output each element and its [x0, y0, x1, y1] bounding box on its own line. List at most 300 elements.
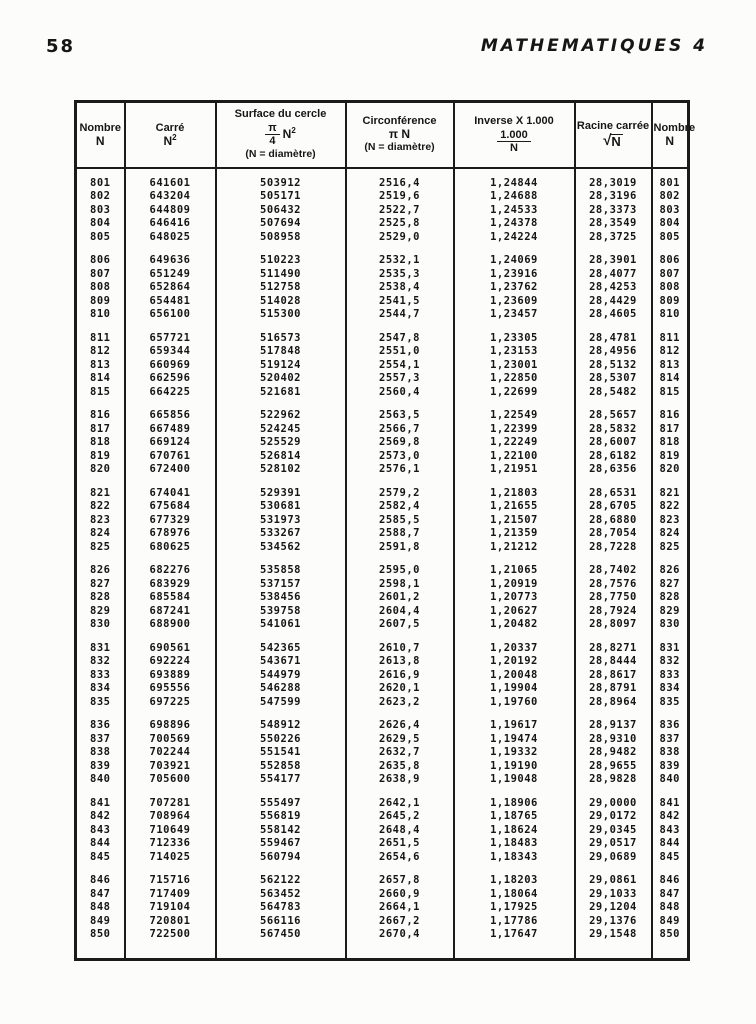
table-cell: 1,17786 [454, 915, 575, 929]
table-cell: 818 [90, 436, 111, 448]
table-cell: 833 [652, 669, 689, 683]
table-cell: 825 [90, 540, 111, 553]
surface-formula: $\frac{\pi}{4}$ $N^2$ [218, 122, 344, 147]
table-cell: 834 [90, 682, 111, 694]
table-cell: 697225 [125, 696, 216, 710]
table-cell: 2522,7 [346, 204, 454, 218]
table-cell: 654481 [125, 295, 216, 309]
table-cell: 672400 [125, 463, 216, 477]
table-cell: 837 [652, 733, 689, 747]
table-row [76, 281, 689, 295]
table-cell: 810 [90, 308, 111, 320]
table-cell: 821 [652, 477, 689, 501]
table-cell: 542365 [216, 632, 346, 656]
table-cell: 28,9655 [575, 760, 652, 774]
table-row [76, 514, 689, 528]
table-row [76, 308, 689, 322]
table-row [76, 733, 689, 747]
table-cell: 660969 [125, 359, 216, 373]
table-cell: 2632,7 [346, 746, 454, 760]
table-cell: 803 [652, 204, 689, 218]
table-cell: 802 [652, 190, 689, 204]
table-cell: 664225 [125, 386, 216, 400]
table-cell: 541061 [216, 618, 346, 632]
table-cell: 827 [90, 577, 111, 590]
table-row [76, 527, 689, 541]
table-cell: 644809 [125, 204, 216, 218]
table-cell: 835 [90, 695, 111, 708]
table-cell: 1,24378 [454, 217, 575, 231]
col-header-carre [125, 102, 216, 168]
table-row [76, 760, 689, 774]
table-cell: 2638,9 [346, 773, 454, 787]
table-cell: 2557,3 [346, 372, 454, 386]
table-cell: 823 [90, 513, 111, 526]
table-cell: 842 [90, 810, 111, 822]
table-cell: 1,23153 [454, 345, 575, 359]
table-cell: 29,0861 [575, 864, 652, 888]
table-cell: 2588,7 [346, 527, 454, 541]
table-cell: 29,1033 [575, 888, 652, 902]
table-cell: 808 [90, 281, 111, 293]
table-cell: 566116 [216, 915, 346, 929]
header-label: Inverse X 1.000 [474, 114, 554, 127]
table-cell: 1,19617 [454, 709, 575, 733]
running-title: MATHEMATIQUES 4 [480, 36, 708, 56]
table-row [76, 591, 689, 605]
table-cell: 28,8791 [575, 682, 652, 696]
table-cell: 2648,4 [346, 824, 454, 838]
table-cell: 2551,0 [346, 345, 454, 359]
table-cell: 29,1548 [575, 928, 652, 959]
table-cell: 28,6182 [575, 450, 652, 464]
col-header-nombre-left [76, 102, 125, 168]
table-cell: 819 [90, 449, 111, 462]
table-cell: 29,1204 [575, 901, 652, 915]
table-cell: 651249 [125, 268, 216, 282]
header-label: Racine carrée [576, 120, 650, 133]
table-cell: 550226 [216, 733, 346, 747]
pi-over-4-fraction: $\frac{\pi}{4}$ [265, 122, 279, 147]
table-cell: 841 [90, 796, 111, 809]
table-cell: 28,8097 [575, 618, 652, 632]
table-row [76, 477, 689, 501]
table-cell: 848 [652, 901, 689, 915]
table-cell: 530681 [216, 500, 346, 514]
inverse-fraction: $\frac{1.000}{N}$ [456, 129, 573, 154]
table-cell: 2642,1 [346, 787, 454, 811]
table-cell: 2654,6 [346, 851, 454, 865]
table-cell: 1,19760 [454, 696, 575, 710]
table-cell: 526814 [216, 450, 346, 464]
table-cell: 656100 [125, 308, 216, 322]
table-cell: 840 [652, 773, 689, 787]
table-cell: 1,18624 [454, 824, 575, 838]
table-cell: 646416 [125, 217, 216, 231]
table-cell: 28,3196 [575, 190, 652, 204]
table-cell: 1,19048 [454, 773, 575, 787]
table-cell: 670761 [125, 450, 216, 464]
table-cell: 836 [90, 719, 111, 731]
table-cell: 1,18483 [454, 837, 575, 851]
table-cell: 546288 [216, 682, 346, 696]
table-row [76, 864, 689, 888]
table-cell: 29,0000 [575, 787, 652, 811]
table-cell: 1,21359 [454, 527, 575, 541]
table-cell: 1,18343 [454, 851, 575, 865]
table-cell: 1,23609 [454, 295, 575, 309]
table-cell: 850 [90, 928, 111, 940]
table-cell: 1,22549 [454, 399, 575, 423]
table-cell: 677329 [125, 514, 216, 528]
table-cell: 846 [90, 874, 111, 886]
table-cell: 810 [652, 308, 689, 322]
table-cell: 695556 [125, 682, 216, 696]
table-cell: 1,22399 [454, 423, 575, 437]
table-cell: 806 [652, 244, 689, 268]
table-cell: 1,17925 [454, 901, 575, 915]
table-cell: 812 [90, 345, 111, 357]
table-cell: 838 [90, 746, 111, 758]
col-header-surface [216, 102, 346, 168]
table-cell: 508958 [216, 231, 346, 245]
table-row [76, 888, 689, 902]
table-cell: 847 [90, 887, 111, 900]
table-cell: 846 [652, 864, 689, 888]
table-cell: 843 [90, 823, 111, 836]
table-cell: 511490 [216, 268, 346, 282]
table-cell: 2573,0 [346, 450, 454, 464]
table-cell: 828 [90, 591, 111, 603]
table-cell: 826 [90, 564, 111, 576]
table-cell: 563452 [216, 888, 346, 902]
table-cell: 839 [652, 760, 689, 774]
table-cell: 503912 [216, 168, 346, 191]
table-cell: 834 [652, 682, 689, 696]
table-cell: 28,9828 [575, 773, 652, 787]
table-cell: 2516,4 [346, 168, 454, 191]
table-cell: 808 [652, 281, 689, 295]
header-label: Nombre [79, 121, 122, 134]
table-cell: 805 [652, 231, 689, 245]
table-cell: 850 [652, 928, 689, 959]
table-cell: 845 [90, 850, 111, 863]
table-cell: 652864 [125, 281, 216, 295]
table-row [76, 168, 689, 191]
table-cell: 2576,1 [346, 463, 454, 477]
table-row [76, 423, 689, 437]
table-cell: 531973 [216, 514, 346, 528]
table-cell: 2601,2 [346, 591, 454, 605]
table-cell: 2560,4 [346, 386, 454, 400]
table-row [76, 746, 689, 760]
table-cell: 1,18765 [454, 810, 575, 824]
table-cell: 2657,8 [346, 864, 454, 888]
table-row [76, 605, 689, 619]
table-cell: 678976 [125, 527, 216, 541]
table-cell: 688900 [125, 618, 216, 632]
table-cell: 28,7924 [575, 605, 652, 619]
table-cell: 823 [652, 514, 689, 528]
table-cell: 849 [652, 915, 689, 929]
table-cell: 1,19474 [454, 733, 575, 747]
table-cell: 839 [90, 759, 111, 772]
table-cell: 525529 [216, 436, 346, 450]
table-cell: 722500 [125, 928, 216, 959]
table-cell: 2613,8 [346, 655, 454, 669]
table-row [76, 928, 689, 959]
table-cell: 507694 [216, 217, 346, 231]
table-cell: 539758 [216, 605, 346, 619]
table-cell: 521681 [216, 386, 346, 400]
table-row [76, 682, 689, 696]
header-label: Surface du cercle [234, 108, 327, 121]
table-cell: 547599 [216, 696, 346, 710]
table-cell: 535858 [216, 554, 346, 578]
col-header-nombre-right [652, 102, 696, 168]
table-cell: 560794 [216, 851, 346, 865]
table-row [76, 655, 689, 669]
table-cell: 2585,5 [346, 514, 454, 528]
table-cell: 2529,0 [346, 231, 454, 245]
table-cell: 28,4077 [575, 268, 652, 282]
table-cell: 1,20048 [454, 669, 575, 683]
table-header [76, 102, 696, 168]
table-cell: 712336 [125, 837, 216, 851]
table-cell: 702244 [125, 746, 216, 760]
table-cell: 807 [652, 268, 689, 282]
table-cell: 28,3725 [575, 231, 652, 245]
table-cell: 820 [90, 463, 111, 475]
circonference-formula: π N [388, 127, 411, 142]
table-cell: 667489 [125, 423, 216, 437]
table-cell: 648025 [125, 231, 216, 245]
table-cell: 29,1376 [575, 915, 652, 929]
page-number: 58 [46, 36, 76, 57]
table-cell: 29,0517 [575, 837, 652, 851]
table-cell: 815 [90, 385, 111, 398]
table-cell: 1,23001 [454, 359, 575, 373]
header-symbol: $N^2$ [163, 132, 177, 148]
table-cell: 841 [652, 787, 689, 811]
table-cell: 28,4253 [575, 281, 652, 295]
table-cell: 28,8271 [575, 632, 652, 656]
table-cell: 2569,8 [346, 436, 454, 450]
table-cell: 805 [90, 230, 111, 243]
table-cell: 28,6356 [575, 463, 652, 477]
table-cell: 813 [90, 358, 111, 371]
table-cell: 1,22699 [454, 386, 575, 400]
table-cell: 680625 [125, 541, 216, 555]
table-cell: 28,5132 [575, 359, 652, 373]
table-cell: 28,3901 [575, 244, 652, 268]
table-cell: 2532,1 [346, 244, 454, 268]
table-cell: 703921 [125, 760, 216, 774]
table-cell: 28,8964 [575, 696, 652, 710]
table-cell: 1,19904 [454, 682, 575, 696]
table-cell: 693889 [125, 669, 216, 683]
table-cell: 506432 [216, 204, 346, 218]
table-cell: 1,18064 [454, 888, 575, 902]
table-cell: 28,3019 [575, 168, 652, 191]
table-cell: 28,5832 [575, 423, 652, 437]
table-cell: 1,19332 [454, 746, 575, 760]
table-cell: 2626,4 [346, 709, 454, 733]
table-cell: 807 [90, 267, 111, 280]
table-cell: 1,21507 [454, 514, 575, 528]
table-cell: 1,20627 [454, 605, 575, 619]
table-cell: 849 [90, 914, 111, 927]
table-row [76, 359, 689, 373]
table-cell: 1,18906 [454, 787, 575, 811]
table-cell: 675684 [125, 500, 216, 514]
table-cell: 710649 [125, 824, 216, 838]
table-cell: 2538,4 [346, 281, 454, 295]
table-cell: 833 [90, 668, 111, 681]
table-row [76, 204, 689, 218]
table-row [76, 436, 689, 450]
table-row [76, 231, 689, 245]
table-cell: 538456 [216, 591, 346, 605]
table-row [76, 554, 689, 578]
table-cell: 28,4956 [575, 345, 652, 359]
table-cell: 519124 [216, 359, 346, 373]
table-cell: 28,8444 [575, 655, 652, 669]
table-cell: 836 [652, 709, 689, 733]
table-row [76, 190, 689, 204]
table-cell: 707281 [125, 787, 216, 811]
table-cell: 28,3549 [575, 217, 652, 231]
table-cell: 517848 [216, 345, 346, 359]
table-body [76, 168, 689, 960]
table-row [76, 450, 689, 464]
table-cell: 567450 [216, 928, 346, 959]
table-row [76, 541, 689, 555]
radical-sign: √ [603, 132, 612, 150]
table-cell: 826 [652, 554, 689, 578]
table-cell: 717409 [125, 888, 216, 902]
table-cell: 29,0345 [575, 824, 652, 838]
header-label: Carré [155, 121, 185, 134]
table-cell: 643204 [125, 190, 216, 204]
table-cell: 817 [652, 423, 689, 437]
table-cell: 1,23762 [454, 281, 575, 295]
table-cell: 28,5307 [575, 372, 652, 386]
table-cell: 804 [652, 217, 689, 231]
table-cell: 708964 [125, 810, 216, 824]
table-cell: 700569 [125, 733, 216, 747]
table-cell: 814 [652, 372, 689, 386]
table-row [76, 500, 689, 514]
table-cell: 801 [652, 168, 689, 191]
table-cell: 2610,7 [346, 632, 454, 656]
table-cell: 845 [652, 851, 689, 865]
table-cell: 837 [90, 732, 111, 745]
table-cell: 1,17647 [454, 928, 575, 959]
table-cell: 822 [90, 500, 111, 512]
table-cell: 524245 [216, 423, 346, 437]
table-cell: 831 [90, 641, 111, 654]
table-row [76, 322, 689, 346]
table-cell: 811 [90, 331, 111, 344]
table-cell: 830 [652, 618, 689, 632]
table-cell: 28,5482 [575, 386, 652, 400]
table-row [76, 578, 689, 592]
table-cell: 827 [652, 578, 689, 592]
table-cell: 555497 [216, 787, 346, 811]
table-cell: 1,19190 [454, 760, 575, 774]
table-cell: 28,9482 [575, 746, 652, 760]
table-cell: 564783 [216, 901, 346, 915]
table-cell: 705600 [125, 773, 216, 787]
table-cell: 520402 [216, 372, 346, 386]
table-cell: 28,6705 [575, 500, 652, 514]
table-cell: 1,20482 [454, 618, 575, 632]
table-cell: 558142 [216, 824, 346, 838]
table-cell: 1,21803 [454, 477, 575, 501]
table-row [76, 399, 689, 423]
table-cell: 843 [652, 824, 689, 838]
table-row [76, 787, 689, 811]
table-cell: 556819 [216, 810, 346, 824]
table-cell: 641601 [125, 168, 216, 191]
table-cell: 2535,3 [346, 268, 454, 282]
table-cell: 674041 [125, 477, 216, 501]
table-cell: 2525,8 [346, 217, 454, 231]
table-cell: 715716 [125, 864, 216, 888]
table-cell: 806 [90, 254, 111, 266]
table-cell: 2620,1 [346, 682, 454, 696]
table-cell: 665856 [125, 399, 216, 423]
table-cell: 814 [90, 372, 111, 384]
table-cell: 2563,5 [346, 399, 454, 423]
table-cell: 562122 [216, 864, 346, 888]
table-cell: 1,24224 [454, 231, 575, 245]
table-cell: 818 [652, 436, 689, 450]
table-cell: 809 [90, 294, 111, 307]
table-row [76, 345, 689, 359]
table-cell: 28,7576 [575, 578, 652, 592]
table-cell: 2547,8 [346, 322, 454, 346]
table-cell: 28,4781 [575, 322, 652, 346]
table-cell: 28,9310 [575, 733, 652, 747]
table-cell: 815 [652, 386, 689, 400]
table-row [76, 810, 689, 824]
table-cell: 28,3373 [575, 204, 652, 218]
table-cell: 687241 [125, 605, 216, 619]
table-cell: 28,7402 [575, 554, 652, 578]
table-cell: 28,7054 [575, 527, 652, 541]
table-cell: 2544,7 [346, 308, 454, 322]
table-cell: 847 [652, 888, 689, 902]
table-cell: 844 [652, 837, 689, 851]
table-cell: 812 [652, 345, 689, 359]
table-cell: 824 [90, 527, 111, 539]
table-row [76, 618, 689, 632]
table-cell: 832 [652, 655, 689, 669]
table-row [76, 244, 689, 268]
table-cell: 2651,5 [346, 837, 454, 851]
table-row [76, 295, 689, 309]
table-cell: 510223 [216, 244, 346, 268]
table-row [76, 773, 689, 787]
table-cell: 2598,1 [346, 578, 454, 592]
table-cell: 28,8617 [575, 669, 652, 683]
table-cell: 1,21065 [454, 554, 575, 578]
table-cell: 29,0689 [575, 851, 652, 865]
table-cell: 825 [652, 541, 689, 555]
sqrt-formula: √ N [603, 132, 621, 150]
